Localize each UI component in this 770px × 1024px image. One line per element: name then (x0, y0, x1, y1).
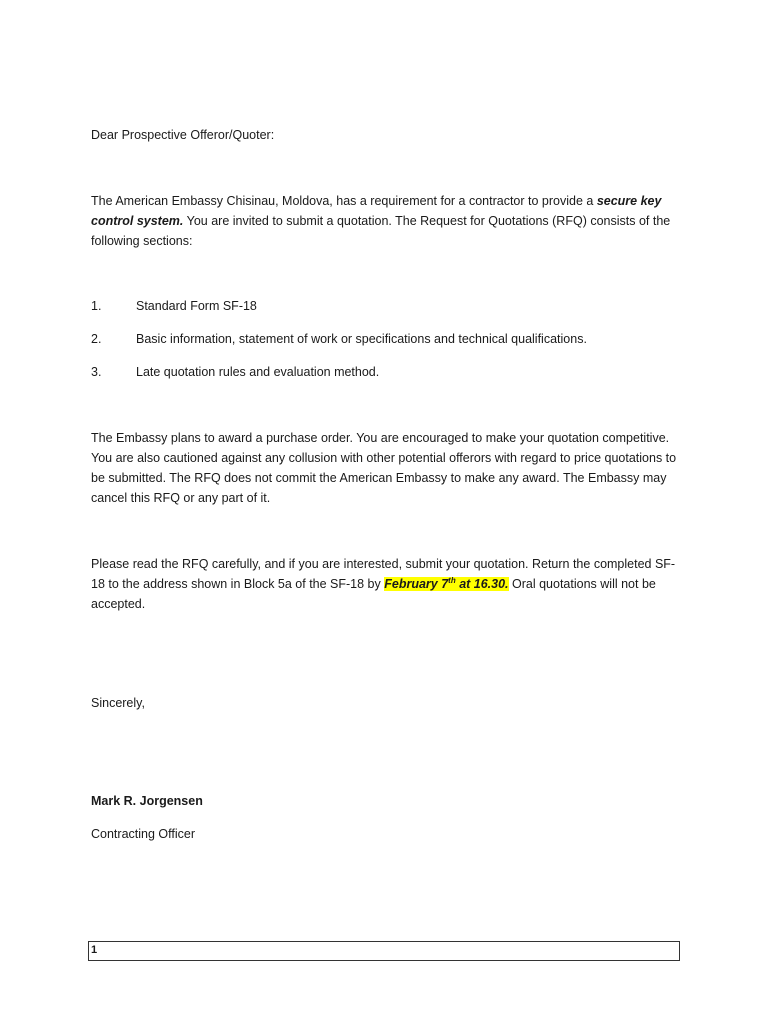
closing: Sincerely, (91, 696, 145, 710)
instructions-text-start: Please read the RFQ carefully, and if you are interested, submit your quotation. Return the completed SF-18 to the address shown in Block 5a of the SF-18 by (91, 557, 676, 591)
intro-text-start: The American Embassy Chisinau, Moldova, has a requirement for a contractor to provide a (91, 194, 597, 208)
intro-text-end: You are invited to submit a quotation. The Request for Quotations (RFQ) consists of the following sections: (91, 214, 671, 248)
signer-title: Contracting Officer (91, 827, 195, 841)
salutation: Dear Prospective Offeror/Quoter: (91, 128, 275, 142)
section-number: 1. (91, 299, 102, 313)
deadline-highlight (384, 577, 508, 591)
section-text: Standard Form SF-18 (136, 299, 257, 313)
intro-paragraph (91, 191, 683, 251)
deadline-date: February 7 (384, 577, 449, 591)
section-text: Late quotation rules and evaluation method. (136, 365, 380, 379)
deadline-time: at 16.30. (455, 577, 509, 591)
deadline-ordinal-suffix: th (448, 575, 456, 585)
section-number: 3. (91, 365, 102, 379)
instructions-text-end: Oral quotations will not be accepted. (91, 577, 656, 611)
page-number: 1 (91, 944, 98, 956)
section-number: 2. (91, 332, 102, 346)
intro-bold-requirement: secure key control system. (91, 194, 662, 228)
signer-name: Mark R. Jorgensen (91, 794, 203, 808)
section-text: Basic information, statement of work or specifications and technical qualifications. (136, 332, 587, 346)
page-footer (88, 941, 680, 961)
instructions-paragraph (91, 554, 683, 614)
award-paragraph: The Embassy plans to award a purchase order. You are encouraged to make your quotation competitive. You are also cautioned against any collusion with other potential offerors with regard to price quotations to be submitted. The RFQ does not commit the American Embassy to make any award. The Embassy may cancel this RFQ or any part of it. (91, 431, 677, 505)
